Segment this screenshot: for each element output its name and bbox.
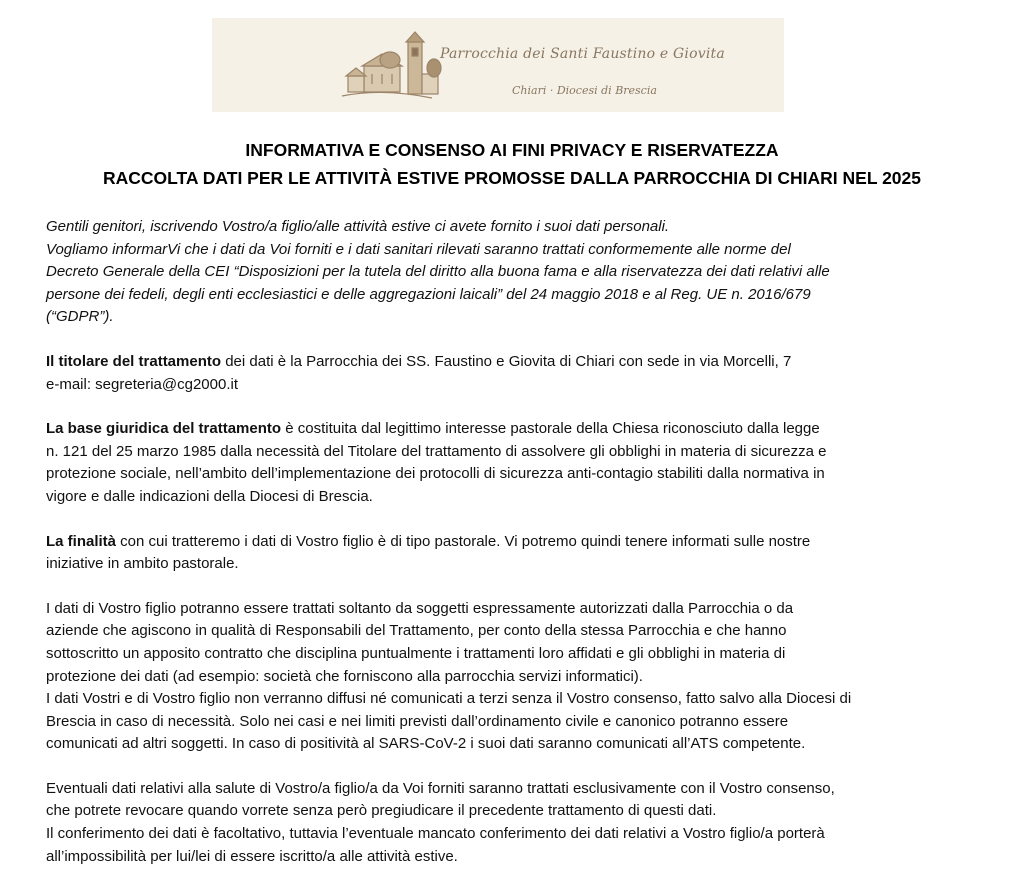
parish-name: Parrocchia dei Santi Faustino e Giovita (440, 46, 725, 62)
document-body (46, 216, 986, 868)
titolare-line (46, 351, 986, 374)
base-giuridica-line (46, 418, 986, 441)
titolare-paragraph (46, 351, 986, 396)
salute-line: che potrete revocare quando vorrete senza però pregiudicare il precedente trattamento di questi dati. (46, 802, 717, 820)
intro-line: (“GDPR”). (46, 308, 114, 326)
finalita-line: iniziative in ambito pastorale. (46, 555, 239, 573)
salute-paragraph (46, 778, 986, 868)
parish-location: Chiari · Diocesi di Brescia (512, 84, 657, 97)
intro-line: Decreto Generale della CEI “Disposizioni per la tutela del diritto alla buona fama e alla riservatezza dei dati relativi alle (46, 263, 830, 281)
soggetti-line: protezione dei dati (ad esempio: società che forniscono alla parrocchia servizi informatici). (46, 667, 643, 685)
titolare-label: Il titolare del trattamento (46, 352, 222, 370)
titolare-text: dei dati è la Parrocchia dei SS. Faustino e Giovita di Chiari con sede in via Morcelli, 7 (221, 352, 792, 370)
soggetti-line: Brescia in caso di necessità. Solo nei casi e nei limiti previsti dall’ordinamento civile e canonico potranno essere (46, 712, 789, 730)
finalita-line (46, 531, 986, 554)
salute-line: Eventuali dati relativi alla salute di Vostro/a figlio/a da Voi forniti saranno trattati esclusivamente con il Vostro consenso, (46, 779, 835, 797)
soggetti-line: sottoscritto un apposito contratto che disciplina puntualmente i trattamenti loro affidati e gli obblighi in materia di (46, 644, 786, 662)
soggetti-paragraph (46, 598, 986, 756)
finalita-paragraph (46, 531, 986, 576)
finalita-text: con cui tratteremo i dati di Vostro figlio è di tipo pastorale. Vi potremo quindi tenere informati sulle nostre (116, 532, 811, 550)
soggetti-line: I dati di Vostro figlio potranno essere trattati soltanto da soggetti espressamente autorizzati dalla Parrocchia o da (46, 599, 794, 617)
intro-line: Gentili genitori, iscrivendo Vostro/a figlio/alle attività estive ci avete fornito i suoi dati personali. (46, 218, 670, 235)
intro-paragraph (46, 216, 986, 329)
titolare-email: e-mail: segreteria@cg2000.it (46, 375, 238, 393)
intro-line: Vogliamo informarVi che i dati da Voi forniti e i dati sanitari rilevati saranno trattati conformemente alle norme del (46, 240, 791, 258)
salute-line: all’impossibilità per lui/lei di essere iscritto/a alle attività estive. (46, 847, 458, 865)
soggetti-line: I dati Vostri e di Vostro figlio non verranno diffusi né comunicati a terzi senza il Vostro consenso, fatto salvo alla Diocesi di (46, 690, 852, 708)
base-giuridica-label: La base giuridica del trattamento (46, 420, 282, 438)
title-line-1: INFORMATIVA E CONSENSO AI FINI PRIVACY E RISERVATEZZA (245, 140, 779, 160)
base-giuridica-paragraph (46, 418, 986, 508)
base-giuridica-line: vigore e dalle indicazioni della Diocesi di Brescia. (46, 487, 373, 505)
base-giuridica-text: è costituita dal legittimo interesse pastorale della Chiesa riconosciuto dalla legge (281, 420, 820, 438)
base-giuridica-line: n. 121 del 25 marzo 1985 dalla necessità del Titolare del trattamento di assolvere gli obblighi in materia di sicurezza e (46, 442, 827, 460)
parish-letterhead (212, 18, 784, 112)
title-line-2: RACCOLTA DATI PER LE ATTIVITÀ ESTIVE PROMOSSE DALLA PARROCCHIA DI CHIARI NEL 2025 (102, 168, 921, 188)
soggetti-line: aziende che agiscono in qualità di Responsabili del Trattamento, per conto della stessa Parrocchia e che hanno (46, 622, 787, 640)
church-sketch-icon (212, 18, 784, 112)
salute-line: Il conferimento dei dati è facoltativo, tuttavia l’eventuale mancato conferimento dei dati relativi a Vostro figlio/a porterà (46, 825, 825, 843)
soggetti-line: comunicati ad altri soggetti. In caso di positività al SARS-CoV-2 i suoi dati saranno comunicati all’ATS competente. (46, 735, 806, 753)
document-title (0, 136, 1024, 192)
intro-line: persone dei fedeli, degli enti ecclesiastici e delle aggregazioni laicali” del 24 maggio 2018 e al Reg. UE n. 2016/679 (46, 285, 811, 303)
base-giuridica-line: protezione sociale, nell’ambito dell’implementazione dei protocolli di sicurezza anti-contagio stabiliti dalla normativa in (46, 465, 825, 483)
finalita-label: La finalità (46, 532, 117, 550)
